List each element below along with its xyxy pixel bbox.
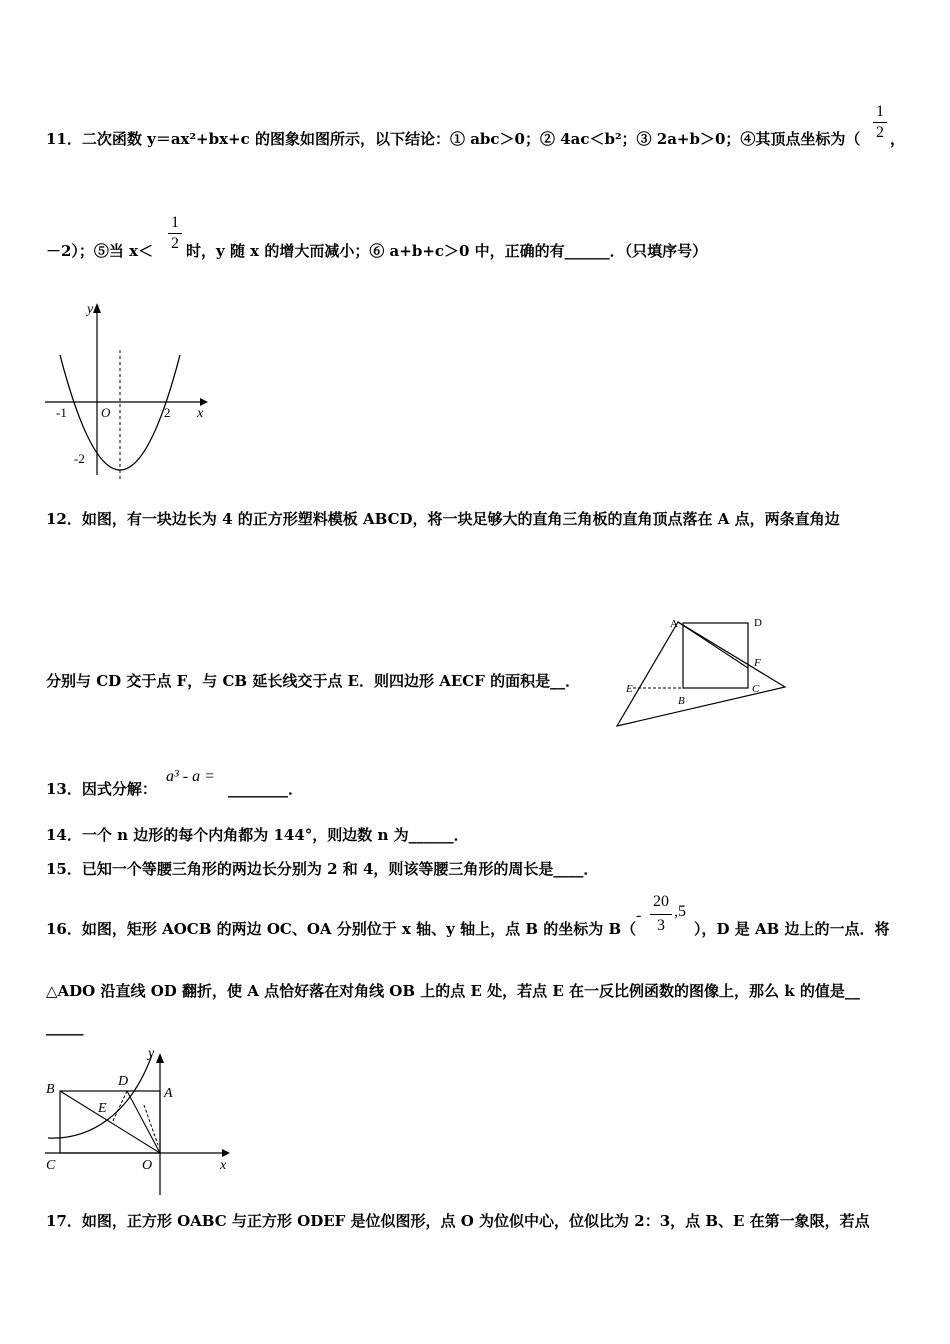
q14-line: 14．一个 n 边形的每个内角都为 144°，则边数 n 为______．: [46, 826, 469, 844]
dashed-de: [112, 1091, 127, 1123]
q11-line2-tail: 时，y 随 x 的增大而减小；⑥ a+b+c＞0 中，正确的有______．（只填序号）: [186, 242, 708, 260]
q11-fraction-2: [168, 214, 182, 253]
label-d: D: [754, 617, 762, 629]
label-x: x: [220, 1158, 227, 1173]
x-label: x: [197, 406, 204, 421]
q13-line: [46, 778, 157, 799]
q11-fraction: [873, 103, 887, 142]
q16-line3: _____: [46, 1018, 84, 1036]
q12-square-diagram: [610, 612, 800, 732]
q16-line2: △ADO 沿直线 OD 翻折，使 A 点恰好落在对角线 OB 上的点 E 处，若点 E 在一反比例函数的图像上，那么 k 的值是__: [46, 982, 860, 1000]
fold-line-od: [127, 1091, 160, 1153]
label-b: B: [678, 695, 685, 707]
q11-line1: [46, 128, 860, 149]
q11-frac2-den: 2: [171, 235, 179, 252]
q11-frac-num: 1: [876, 103, 884, 120]
label-f: F: [754, 657, 761, 669]
label-e: E: [626, 683, 633, 695]
label-a: A: [670, 618, 678, 630]
q12-line1: 12．如图，有一块边长为 4 的正方形塑料模板 ABCD，将一块足够大的直角三角板的直角顶点落在 A 点，两条直角边: [46, 510, 840, 528]
dashed-ae: [144, 1105, 158, 1145]
q17-line: 17．如图，正方形 OABC 与正方形 ODEF 是位似图形，点 O 为位似中心，位似比为 2：3，点 B、E 在第一象限，若点: [46, 1212, 870, 1230]
q13-expression: a³ - a =: [166, 768, 215, 785]
x-pos-label: 2: [164, 405, 171, 420]
q16-frac-tail: ,5: [674, 903, 686, 920]
q13-blank: ________．: [228, 780, 304, 798]
line-af: [678, 622, 748, 668]
q16-rectangle-diagram: [40, 1045, 235, 1200]
label-b: B: [46, 1082, 55, 1097]
label-c: C: [752, 683, 760, 695]
x-axis-arrow: [222, 1149, 230, 1157]
x-axis-arrow: [200, 398, 208, 406]
q11-line2-head: －2）；⑤当 x＜: [46, 242, 154, 260]
y-axis-arrow: [156, 1053, 164, 1063]
square-abcd: [683, 623, 748, 688]
q11-line1-text: 11．二次函数 y＝ax²+bx+c 的图象如图所示，以下结论：① abc＞0；② 4ac＜b²；③ 2a+b＞0；④其顶点坐标为（: [46, 130, 861, 148]
hyperbola-curve: [48, 1055, 152, 1138]
q15-line: 15．已知一个等腰三角形的两边长分别为 2 和 4，则该等腰三角形的周长是____．: [46, 860, 599, 878]
q16-frac-num: 20: [653, 893, 669, 910]
q13-text: 13．因式分解：: [46, 780, 157, 798]
q11-frac2-num: 1: [171, 214, 179, 231]
q11-frac-den: 2: [876, 124, 884, 141]
q16-frac-neg: -: [636, 907, 642, 924]
q12-line2: 分别与 CD 交于点 F，与 CB 延长线交于点 E．则四边形 AECF 的面积是__．: [46, 672, 581, 690]
label-c: C: [46, 1158, 56, 1173]
label-d: D: [118, 1074, 129, 1089]
q16-line1-b: ），D 是 AB 边上的一点．将: [694, 920, 890, 938]
origin-label: O: [101, 405, 111, 420]
label-e: E: [98, 1101, 107, 1116]
diagonal-ob: [60, 1091, 160, 1153]
y-min-label: -2: [74, 451, 85, 466]
label-o: O: [142, 1158, 153, 1173]
label-y: y: [148, 1046, 155, 1061]
y-axis-arrow: [93, 303, 101, 313]
x-neg-label: -1: [56, 405, 67, 420]
q11-line1-tail: ，: [890, 130, 906, 148]
q16-line1-a: 16．如图，矩形 AOCB 的两边 OC、OA 分别位于 x 轴、y 轴上，点 B 的坐标为 B（: [46, 920, 637, 938]
q16-frac-den: 3: [657, 917, 665, 934]
label-a: A: [164, 1086, 173, 1101]
y-label: y: [87, 302, 94, 317]
q11-parabola-graph: [40, 295, 215, 485]
